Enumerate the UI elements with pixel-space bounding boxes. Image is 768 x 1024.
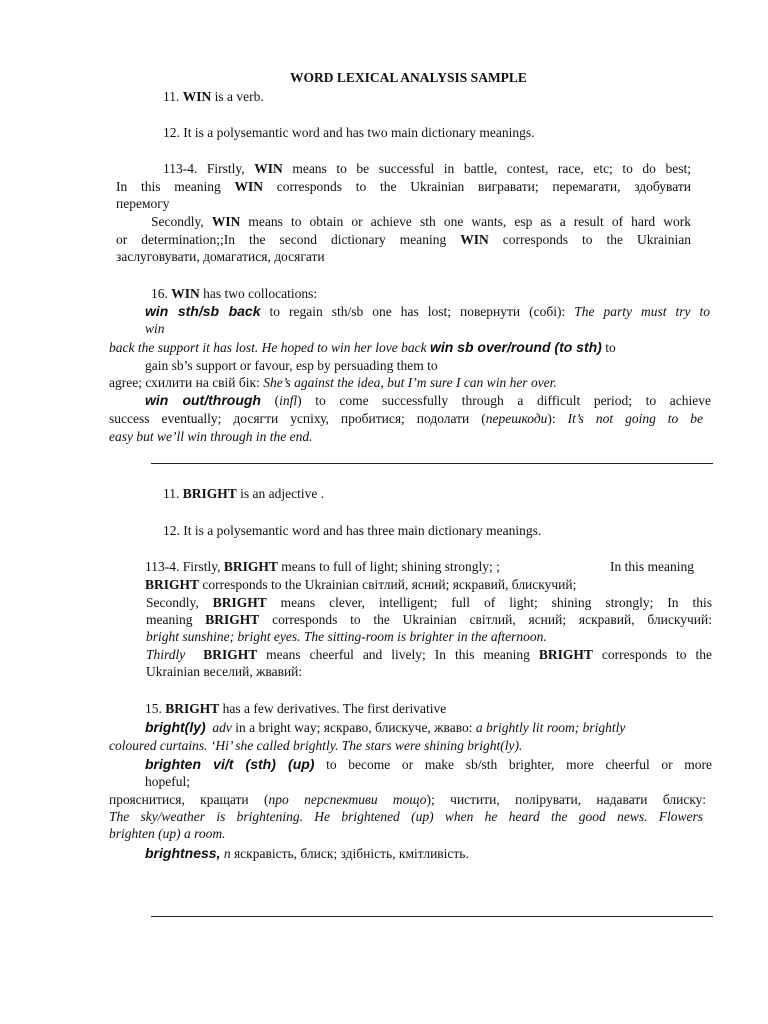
bright-derivative2-line1: brighten vi/t (sth) (up) to become or make sb/sth brighter, more cheerful or more (145, 756, 712, 772)
bright-derivative1-line2: coloured curtains. ‘Hi’ she called brightly. The stars were shining bright(ly). (109, 738, 523, 753)
bright-meaning1-line1: 113-4. Firstly, BRIGHT means to full of light; shining strongly; ; (145, 559, 500, 574)
bright-polysemy-line: 12. It is a polysemantic word and has three main dictionary meanings. (163, 523, 542, 538)
win-collocations-heading: 16. WIN has two collocations: (151, 286, 318, 301)
bright-meaning3-line1: Thirdly BRIGHT means cheerful and lively; In this meaning BRIGHT corresponds to the (146, 647, 712, 662)
bright-pos-line: 11. BRIGHT is an adjective . (163, 486, 325, 501)
win-meaning2-line2: or determination;;In the second dictionary meaning WIN corresponds to the Ukrainian (116, 232, 691, 247)
win-meaning2-line1: Secondly, WIN means to obtain or achieve sth one wants, esp as a result of hard work (151, 214, 691, 229)
win-meaning1-line3: перемогу (116, 196, 170, 211)
bright-derivatives-heading: 15. BRIGHT has a few derivatives. The first derivative (145, 701, 447, 716)
win-collocation1-line3: back the support it has lost. He hoped to win her love back win sb over/round (to sth) to (109, 339, 616, 355)
win-pos-line: 11. WIN is a verb. (163, 89, 264, 104)
win-collocation3-line3: easy but we’ll win through in the end. (109, 429, 313, 444)
bright-derivative3-line: brightness, n яскравість, блиск; здібність, кмітливість. (145, 845, 469, 861)
win-collocation3-line2: success eventually; досягти успіху, пробитися; подолати (перешкоди): It’s not going to be (109, 411, 704, 426)
win-collocation1-line2: win (145, 321, 165, 336)
bright-meaning1-inthismeaning: In this meaning (610, 559, 694, 574)
section-divider (151, 463, 713, 464)
bright-meaning2-example: bright sunshine; bright eyes. The sitting-room is brighter in the afternoon. (146, 629, 547, 644)
bottom-divider (151, 916, 713, 917)
win-collocation2-line3: agree; схилити на свій бік: She’s against the idea, but I’m sure I can win her over. (109, 375, 557, 390)
win-meaning1-line2: In this meaning WIN corresponds to the Ukrainian вигравати; перемагати, здобувати (116, 179, 691, 194)
win-collocation2-line2: gain sb’s support or favour, esp by persuading them to (145, 358, 438, 373)
bright-meaning2-line2: meaning BRIGHT corresponds to the Ukrainian світлий, ясний; яскравий, блискучий: (146, 612, 712, 627)
document-title: WORD LEXICAL ANALYSIS SAMPLE (290, 70, 527, 85)
bright-derivative2-example1: The sky/weather is brightening. He brightened (up) when he heard the good news. Flowers (109, 809, 703, 824)
win-meaning2-line3: заслуговувати, домагатися, досягати (116, 249, 325, 264)
bright-derivative2-line2: hopeful; (145, 774, 190, 789)
bright-derivative2-example2: brighten (up) a room. (109, 826, 226, 841)
win-collocation3-line1: win out/through (infl) to come successfully through a difficult period; to achieve (145, 392, 711, 408)
win-meaning1-line1: 113-4. Firstly, WIN means to be successful in battle, contest, race, etc; to do best; (163, 161, 691, 176)
bright-meaning2-line1: Secondly, BRIGHT means clever, intelligent; full of light; shining strongly; In this (146, 595, 712, 610)
bright-meaning3-line2: Ukrainian веселий, жвавий: (146, 664, 303, 679)
bright-meaning1-line2: BRIGHT corresponds to the Ukrainian світлий, ясний; яскравий, блискучий; (145, 577, 577, 592)
win-collocation1-line1: win sth/sb back to regain sth/sb one has lost; повернути (собі): The party must try to (145, 303, 711, 319)
bright-derivative1-line1: bright(ly) adv in a bright way; яскраво, блискуче, жваво: a brightly lit room; brightly (145, 719, 626, 735)
win-polysemy-line: 12. It is a polysemantic word and has two main dictionary meanings. (163, 125, 535, 140)
bright-derivative2-line3: прояснитися, кращати (про перспективи тощо); чистити, полірувати, надавати блиску: (109, 792, 707, 807)
